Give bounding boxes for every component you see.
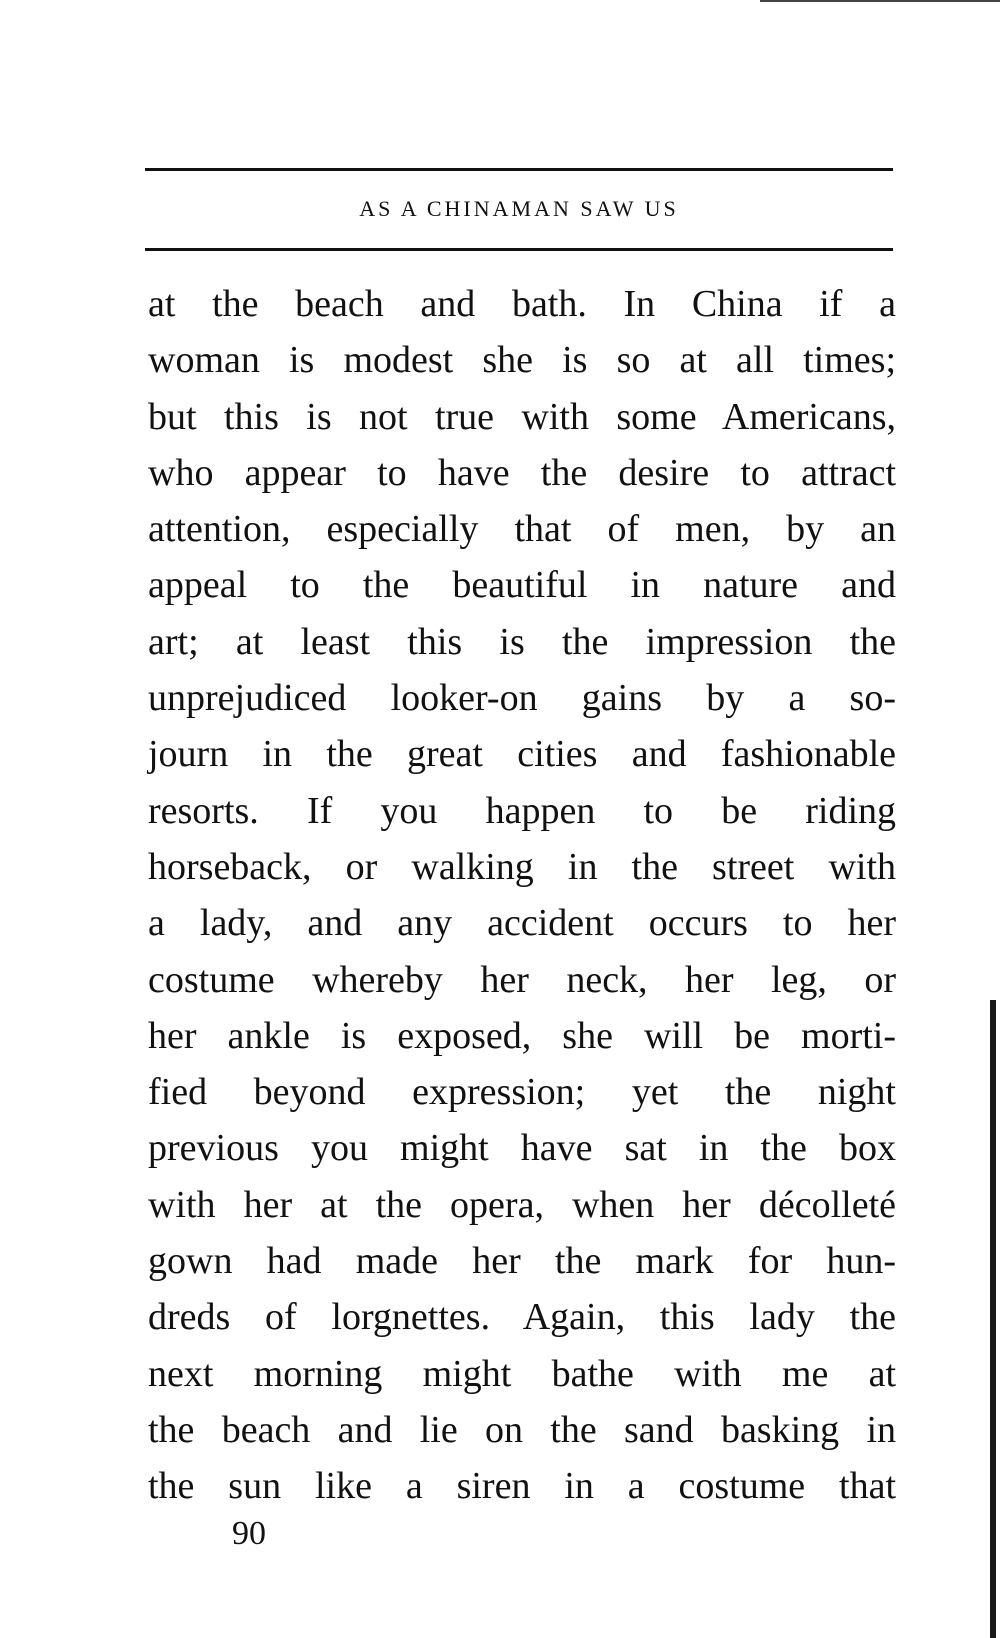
header-rule-bottom <box>145 248 893 251</box>
text-line: appeal to the beautiful in nature and <box>148 564 896 607</box>
text-line: previous you might have sat in the box <box>148 1127 896 1170</box>
text-line: gown had made her the mark for hun- <box>148 1240 896 1283</box>
text-line: journ in the great cities and fashionable <box>148 733 896 776</box>
text-line: woman is modest she is so at all times; <box>148 339 896 382</box>
text-line: but this is not true with some Americans, <box>148 395 896 438</box>
text-line: a lady, and any accident occurs to her <box>148 902 896 945</box>
text-line: art; at least this is the impression the <box>148 620 896 663</box>
text-line: the beach and lie on the sand basking in <box>148 1408 896 1451</box>
text-line: fied beyond expression; yet the night <box>148 1071 896 1114</box>
text-line: next morning might bathe with me at <box>148 1352 896 1395</box>
text-line: dreds of lorgnettes. Again, this lady the <box>148 1296 896 1339</box>
body-text <box>148 276 896 1515</box>
text-line: horseback, or walking in the street with <box>148 845 896 888</box>
text-line: who appear to have the desire to attract <box>148 451 896 494</box>
scan-artifact-edge <box>990 1000 996 1638</box>
scan-artifact-top <box>760 0 1000 2</box>
running-head: AS A CHINAMAN SAW US <box>359 196 679 221</box>
text-line: unprejudiced looker-on gains by a so- <box>148 677 896 720</box>
text-line: with her at the opera, when her décolleté <box>148 1183 896 1226</box>
text-line: resorts. If you happen to be riding <box>148 789 896 832</box>
text-line: at the beach and bath. In China if a <box>148 283 896 325</box>
header-rule-top <box>145 168 893 171</box>
text-line: costume whereby her neck, her leg, or <box>148 958 896 1001</box>
page-number: 90 <box>232 1515 266 1552</box>
text-line: the sun like a siren in a costume that <box>148 1465 896 1508</box>
text-line: attention, especially that of men, by an <box>148 508 896 551</box>
text-line: her ankle is exposed, she will be morti- <box>148 1014 896 1057</box>
